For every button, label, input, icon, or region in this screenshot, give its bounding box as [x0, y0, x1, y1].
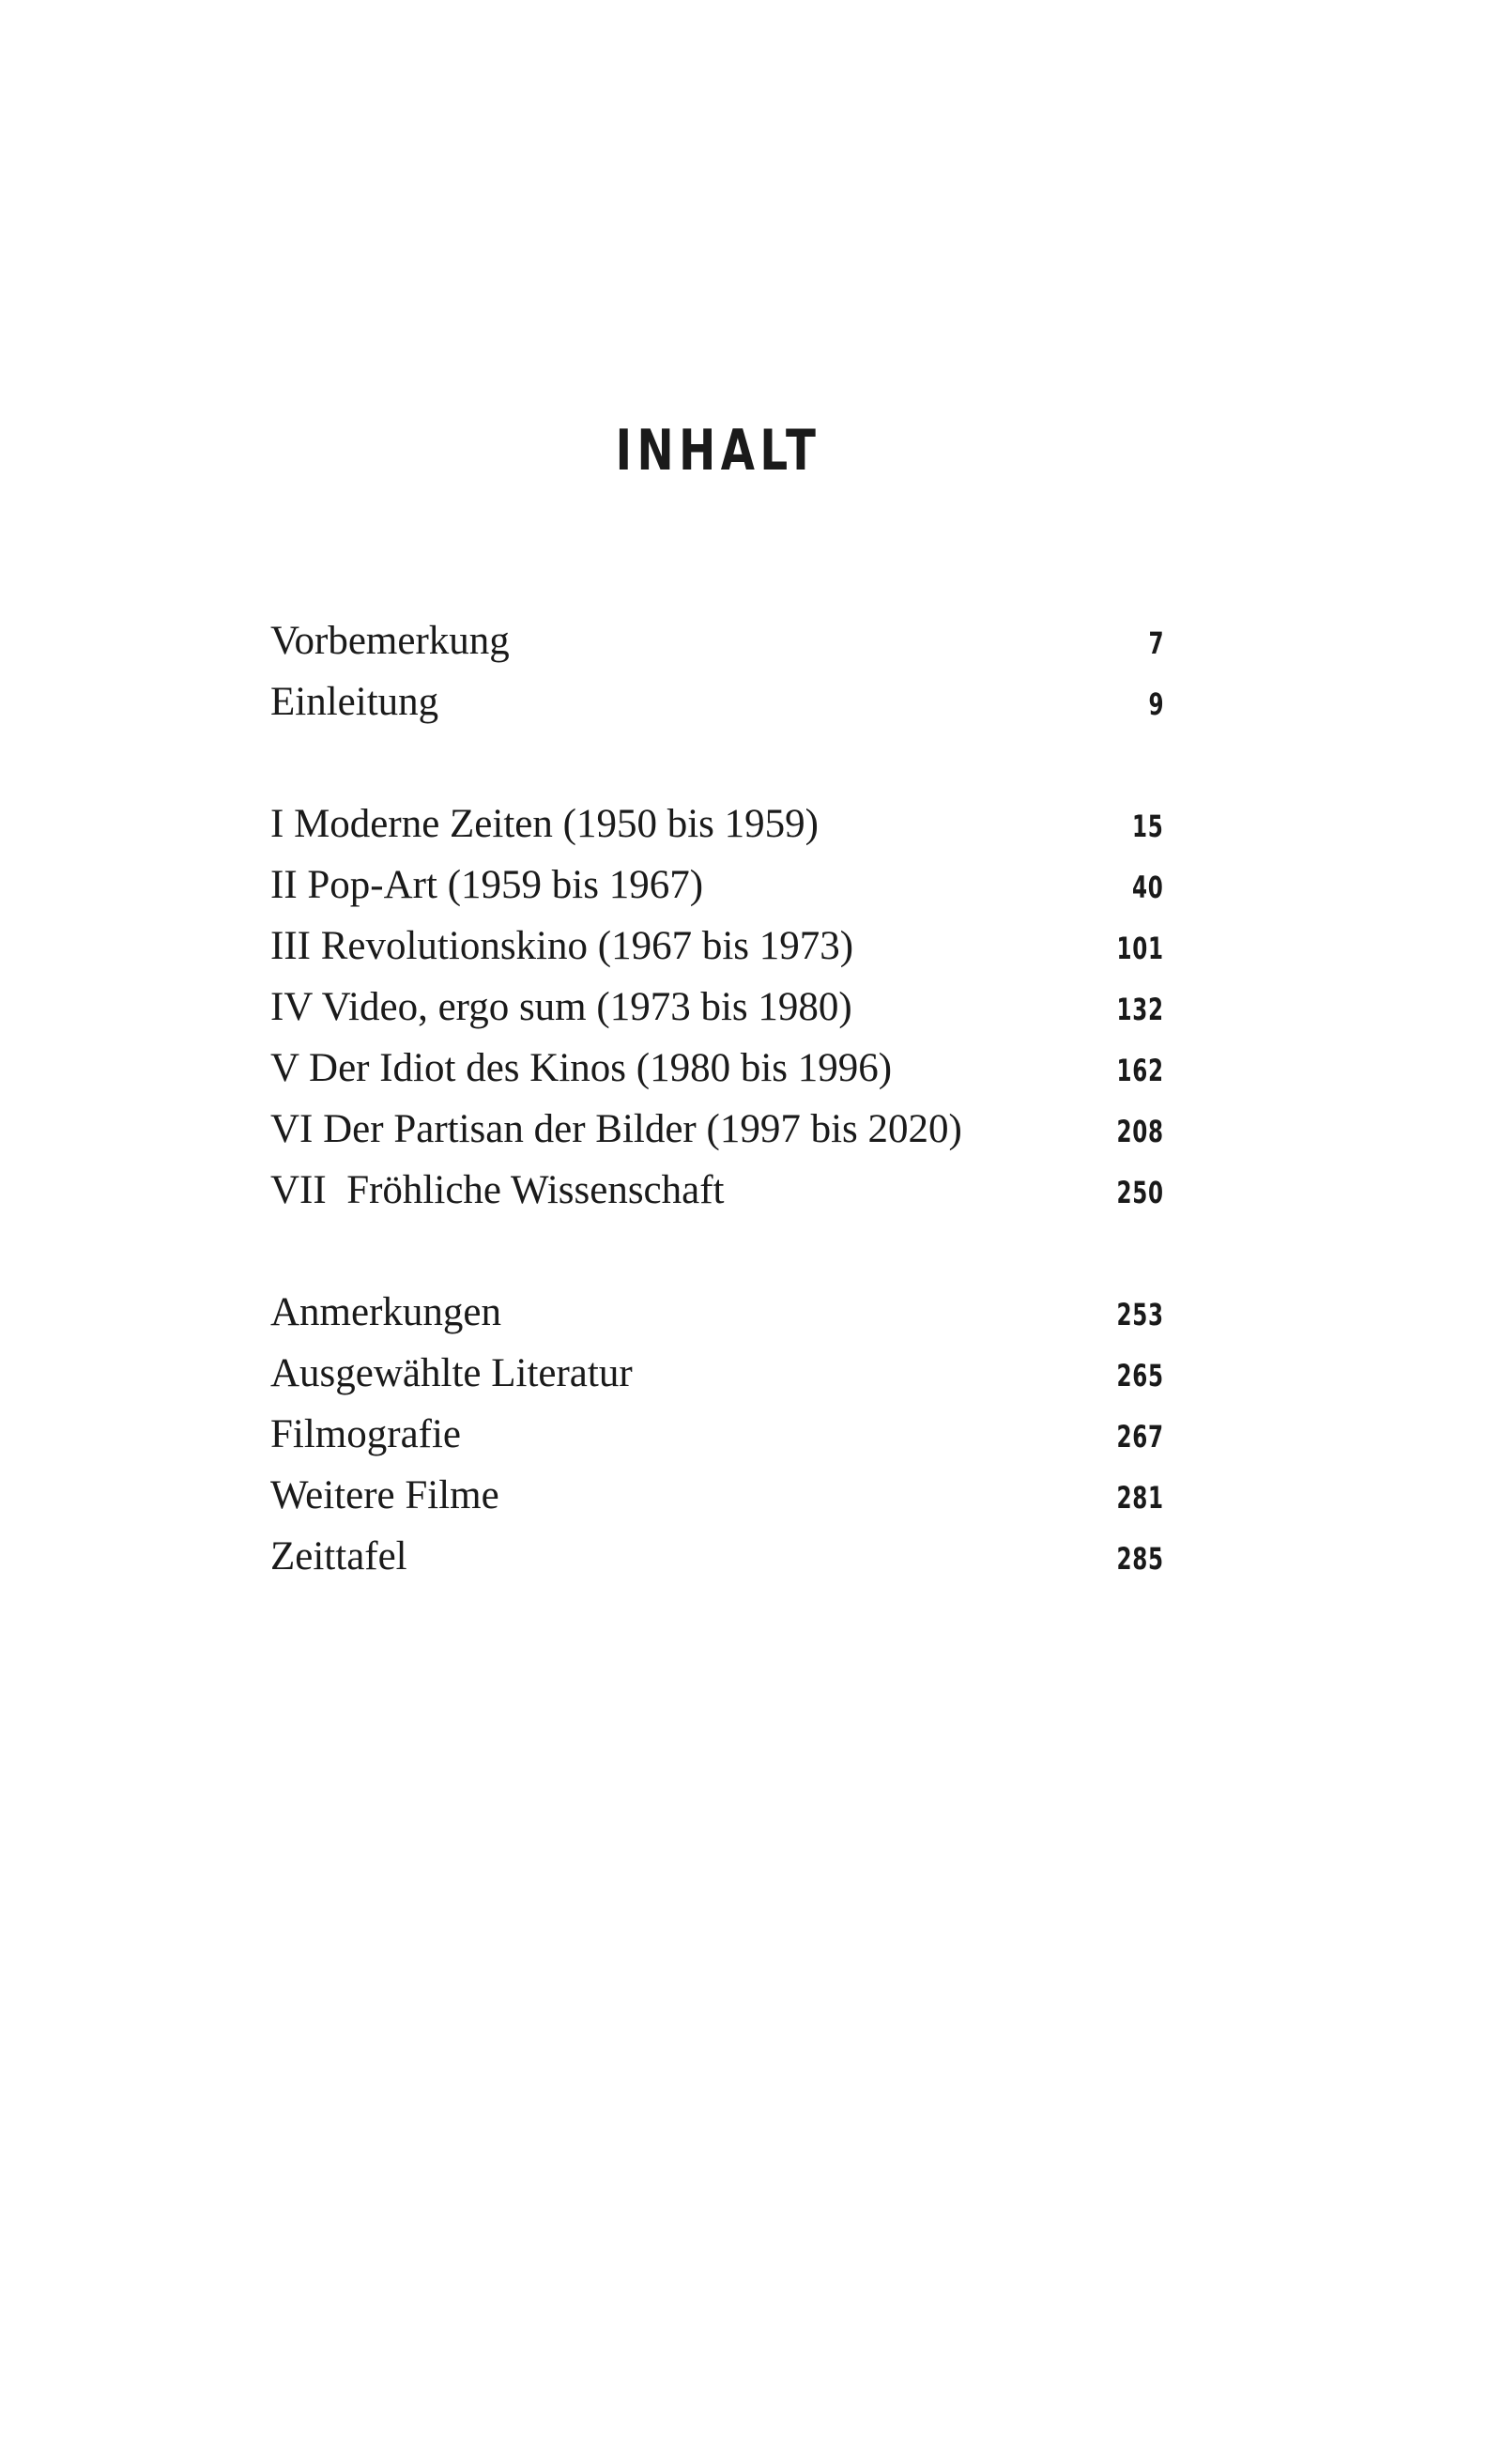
toc-entry-page: 208 — [1116, 1114, 1164, 1149]
toc-entry-page: 285 — [1116, 1541, 1164, 1577]
toc-entry — [270, 1465, 1164, 1526]
toc-entry — [270, 1282, 1164, 1343]
toc-entry — [270, 855, 1164, 916]
toc-entry — [270, 793, 1164, 855]
toc-entry-page: 267 — [1116, 1419, 1164, 1455]
toc-entry — [270, 977, 1164, 1038]
toc-entry-title: Einleitung — [270, 680, 439, 724]
toc-chapters — [270, 793, 1164, 1221]
toc-entry-page: 253 — [1116, 1297, 1164, 1332]
toc-entry — [270, 1343, 1164, 1404]
toc-entry — [270, 1160, 1164, 1221]
toc-entry-page: 9 — [1148, 686, 1164, 722]
toc-entry-page: 265 — [1116, 1358, 1164, 1394]
toc-entry — [270, 1526, 1164, 1587]
toc-entry-title: Vorbemerkung — [270, 619, 510, 663]
toc-entry-page: 281 — [1116, 1480, 1164, 1516]
toc-entry — [270, 1099, 1164, 1160]
toc-entry-page: 101 — [1116, 931, 1164, 966]
toc-entry-page: 7 — [1148, 625, 1164, 661]
toc-entry — [270, 671, 1164, 732]
toc-entry-title: Zeittafel — [270, 1534, 407, 1578]
toc-entry-title: Ausgewählte Literatur — [270, 1351, 633, 1395]
toc-entry-page: 250 — [1116, 1175, 1164, 1210]
table-of-contents — [270, 610, 1164, 1587]
toc-entry-page: 15 — [1132, 808, 1164, 844]
toc-entry-title: I Moderne Zeiten (1950 bis 1959) — [270, 802, 819, 846]
toc-entry-title: Weitere Filme — [270, 1473, 499, 1517]
toc-entry-title: IV Video, ergo sum (1973 bis 1980) — [270, 985, 852, 1029]
toc-entry-title: II Pop-Art (1959 bis 1967) — [270, 863, 704, 907]
toc-entry-title: Anmerkungen — [270, 1290, 501, 1334]
toc-entry — [270, 916, 1164, 977]
toc-entry-page: 132 — [1116, 992, 1164, 1027]
toc-entry — [270, 1404, 1164, 1465]
toc-entry — [270, 1038, 1164, 1099]
toc-back-matter — [270, 1282, 1164, 1587]
toc-entry-title: VI Der Partisan der Bilder (1997 bis 2020) — [270, 1107, 962, 1151]
toc-front-matter — [270, 610, 1164, 732]
toc-entry — [270, 610, 1164, 671]
toc-entry-page: 162 — [1116, 1053, 1164, 1088]
page-title: INHALT — [615, 418, 821, 484]
toc-entry-page: 40 — [1132, 870, 1164, 905]
toc-entry-title: III Revolutionskino (1967 bis 1973) — [270, 924, 854, 968]
toc-entry-title: Filmografie — [270, 1412, 462, 1456]
toc-entry-title: V Der Idiot des Kinos (1980 bis 1996) — [270, 1046, 893, 1090]
toc-entry-title: VII Fröhliche Wissenschaft — [270, 1168, 725, 1212]
